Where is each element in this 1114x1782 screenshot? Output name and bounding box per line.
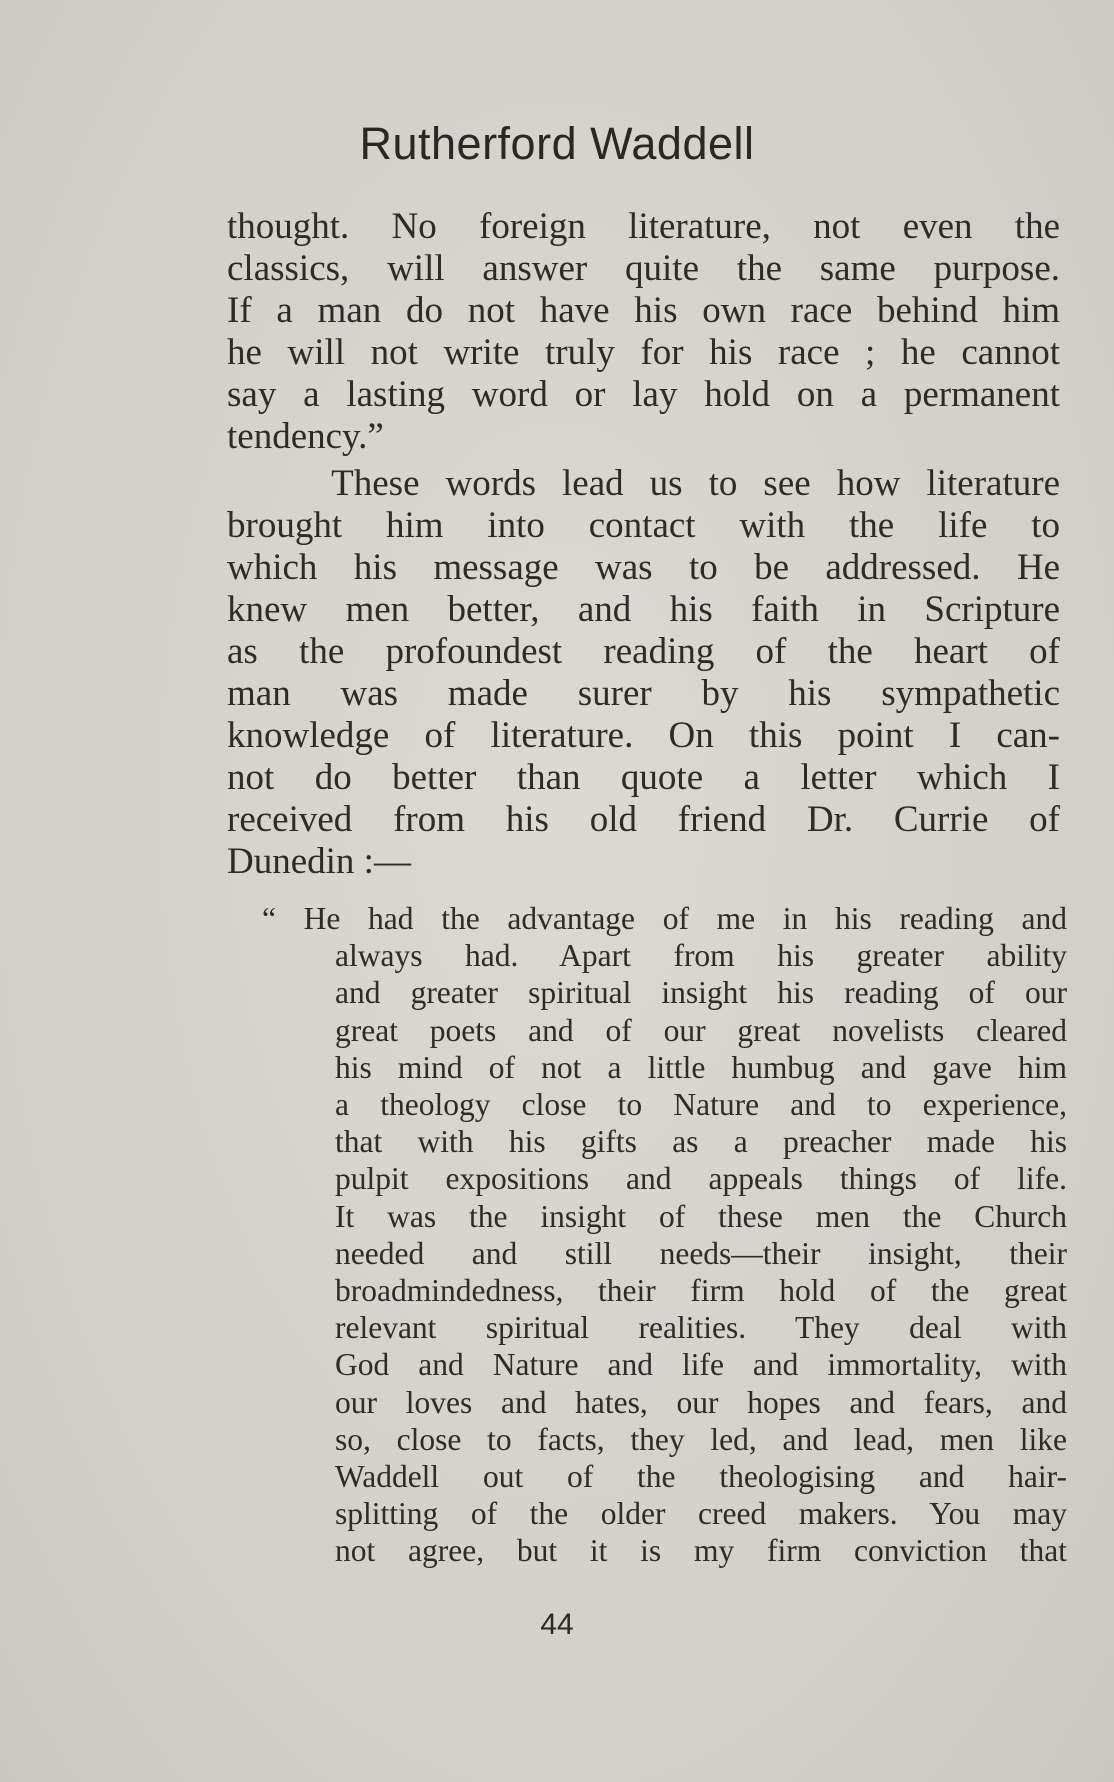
text-line: he will not write truly for his race ; he cannot [227, 332, 1060, 373]
quote-line: It was the insight of these men the Church [335, 1198, 1067, 1234]
text-line: These words lead us to see how literature [227, 463, 1060, 504]
text-line: If a man do not have his own race behind him [227, 290, 1060, 331]
text-line: which his message was to be addressed. He [227, 547, 1060, 588]
quote-line: our loves and hates, our hopes and fears, and [335, 1384, 1067, 1420]
quote-line: that with his gifts as a preacher made his [335, 1124, 1067, 1160]
text-line: knew men better, and his faith in Scripture [227, 589, 1060, 630]
quote-line: great poets and of our great novelists cleared [335, 1012, 1067, 1048]
quote-line: needed and still needs—their insight, their [335, 1235, 1067, 1271]
text-line: Dunedin :— [227, 841, 411, 882]
quote-line: not agree, but it is my firm conviction that [335, 1533, 1067, 1569]
text-line: man was made surer by his sympathetic [227, 673, 1060, 714]
quote-line: broadmindedness, their firm hold of the great [335, 1273, 1067, 1309]
quote-line: relevant spiritual realities. They deal with [335, 1310, 1067, 1346]
quote-line: always had. Apart from his greater ability [335, 938, 1067, 974]
running-head-title: Rutherford Waddell [359, 118, 755, 169]
paragraph-2 [227, 463, 1060, 883]
quote-line: and greater spiritual insight his reading of our [335, 975, 1067, 1011]
text-line: as the profoundest reading of the heart of [227, 631, 1060, 672]
quote-line: “ He had the advantage of me in his reading and [262, 901, 1067, 936]
text-line: say a lasting word or lay hold on a permanent [227, 374, 1060, 415]
text-line: classics, will answer quite the same purpose. [227, 248, 1060, 289]
quote-line: his mind of not a little humbug and gave him [335, 1049, 1067, 1085]
quote-line: a theology close to Nature and to experience, [335, 1087, 1067, 1123]
quote-line: splitting of the older creed makers. You may [335, 1496, 1067, 1532]
quote-line: pulpit expositions and appeals things of life. [335, 1161, 1067, 1197]
paragraph-1 [227, 206, 1060, 458]
block-quote-letter [262, 900, 1067, 1570]
quote-line: so, close to facts, they led, and lead, men like [335, 1421, 1067, 1457]
text-line: brought him into contact with the life to [227, 505, 1060, 546]
text-line: tendency.” [227, 416, 384, 457]
text-line: received from his old friend Dr. Currie of [227, 799, 1060, 840]
quote-line: Waddell out of the theologising and hair- [335, 1459, 1067, 1495]
quote-line: God and Nature and life and immortality, with [335, 1347, 1067, 1383]
text-line: knowledge of literature. On this point I can- [227, 715, 1060, 756]
text-line: not do better than quote a letter which I [227, 757, 1060, 798]
text-line: thought. No foreign literature, not even the [227, 206, 1060, 247]
page-number: 44 [540, 1608, 574, 1641]
